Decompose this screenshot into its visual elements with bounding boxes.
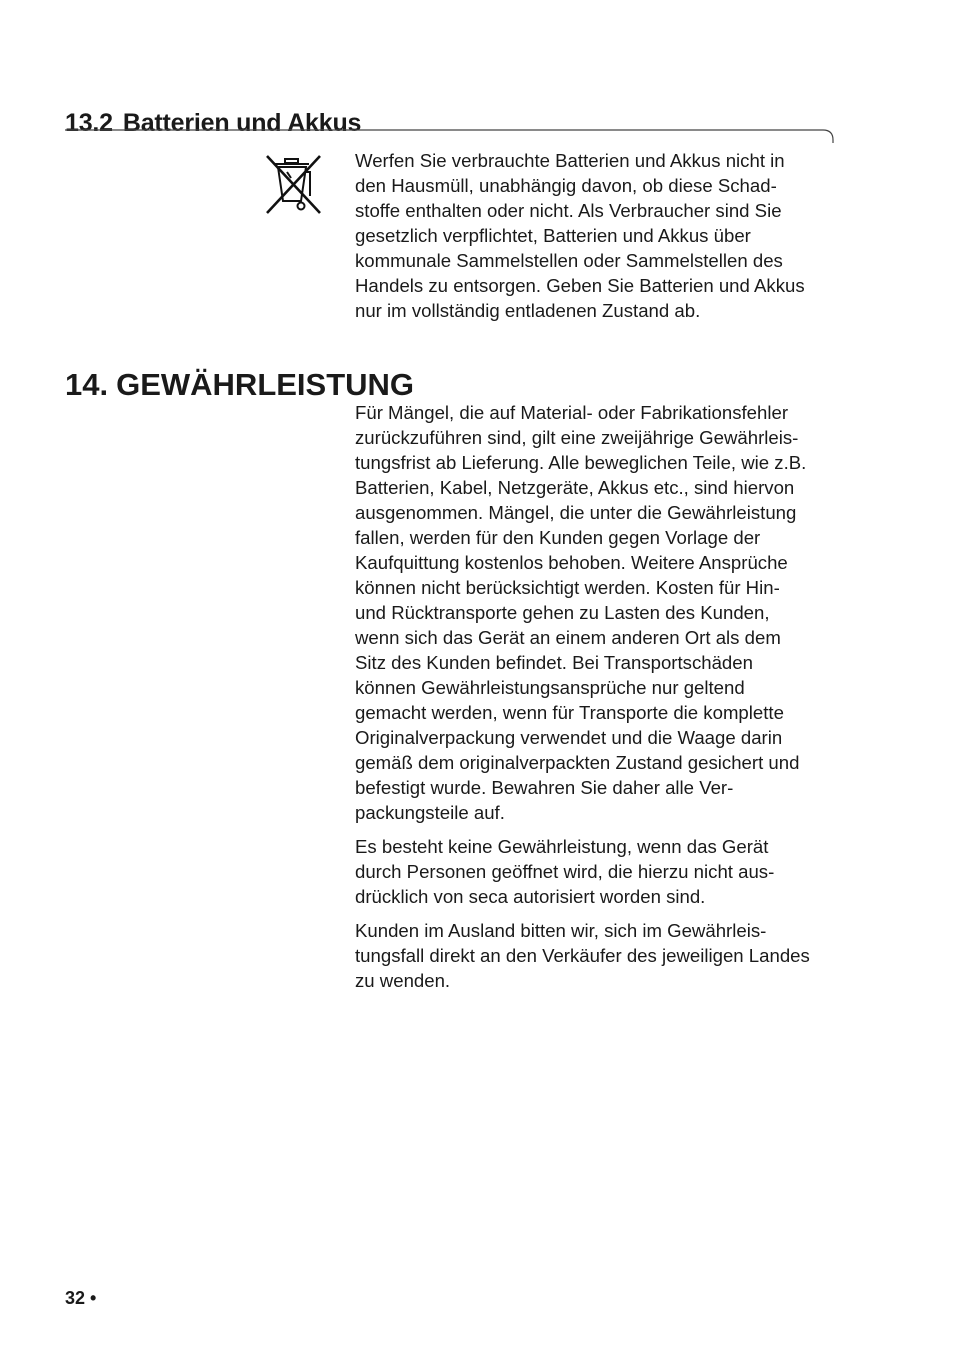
text-line: zurückzuführen sind, gilt eine zweijährige Gewährleis- xyxy=(355,427,799,448)
text-line: Kaufquittung kostenlos behoben. Weitere Ansprüche xyxy=(355,552,788,573)
text-line: gesetzlich verpflichtet, Batterien und Akkus über xyxy=(355,225,751,246)
text-line: packungsteile auf. xyxy=(355,802,505,823)
text-line: fallen, werden für den Kunden gegen Vorlage der xyxy=(355,527,761,548)
text-line: tungsfrist ab Lieferung. Alle beweglichen Teile, wie z.B. xyxy=(355,452,807,473)
crossed-out-wheeled-bin-icon xyxy=(263,154,323,216)
warranty-paragraph-2 xyxy=(355,834,837,909)
text-line: Handels zu entsorgen. Geben Sie Batterien und Akkus xyxy=(355,275,805,296)
text-line: wenn sich das Gerät an einem anderen Ort als dem xyxy=(355,627,781,648)
text-line: gemäß dem originalverpackten Zustand gesichert und xyxy=(355,752,800,773)
text-line: ausgenommen. Mängel, die unter die Gewährleistung xyxy=(355,502,797,523)
warranty-paragraph-1 xyxy=(355,400,837,825)
text-line: Originalverpackung verwendet und die Waage darin xyxy=(355,727,783,748)
text-line: kommunale Sammelstellen oder Sammelstellen des xyxy=(355,250,783,271)
chapter-heading xyxy=(65,367,414,403)
chapter-number: 14. xyxy=(65,366,109,402)
text-line: können Gewährleistungsansprüche nur geltend xyxy=(355,677,745,698)
text-line: Kunden im Ausland bitten wir, sich im Gewährleis- xyxy=(355,920,767,941)
text-line: tungsfall direkt an den Verkäufer des jeweiligen Landes xyxy=(355,945,810,966)
text-line: gemacht werden, wenn für Transporte die komplette xyxy=(355,702,784,723)
text-line: Batterien, Kabel, Netzgeräte, Akkus etc., sind hiervon xyxy=(355,477,795,498)
text-line: durch Personen geöffnet wird, die hierzu nicht aus- xyxy=(355,861,775,882)
page-number: 32 • xyxy=(65,1288,97,1308)
text-line: drücklich von seca autorisiert worden sind. xyxy=(355,886,706,907)
section-title: Batterien und Akkus xyxy=(122,108,362,137)
text-line: Werfen Sie verbrauchte Batterien und Akkus nicht in xyxy=(355,150,785,171)
text-line: Für Mängel, die auf Material- oder Fabrikationsfehler xyxy=(355,402,789,423)
text-line: Es besteht keine Gewährleistung, wenn das Gerät xyxy=(355,836,769,857)
text-line: zu wenden. xyxy=(355,970,451,991)
text-line: befestigt wurde. Bewahren Sie daher alle Ver- xyxy=(355,777,734,798)
text-line: stoffe enthalten oder nicht. Als Verbraucher sind Sie xyxy=(355,200,782,221)
text-line: können nicht berücksichtigt werden. Kosten für Hin- xyxy=(355,577,780,598)
section-number: 13.2 xyxy=(65,108,113,137)
battery-disposal-paragraph xyxy=(355,148,837,323)
section-rule xyxy=(65,129,835,147)
chapter-title: GEWÄHRLEISTUNG xyxy=(116,366,415,402)
text-line: Sitz des Kunden befindet. Bei Transportschäden xyxy=(355,652,753,673)
text-line: nur im vollständig entladenen Zustand ab. xyxy=(355,300,701,321)
text-line: den Hausmüll, unabhängig davon, ob diese Schad- xyxy=(355,175,777,196)
warranty-paragraph-3 xyxy=(355,918,837,993)
text-line: und Rücktransporte gehen zu Lasten des Kunden, xyxy=(355,602,770,623)
